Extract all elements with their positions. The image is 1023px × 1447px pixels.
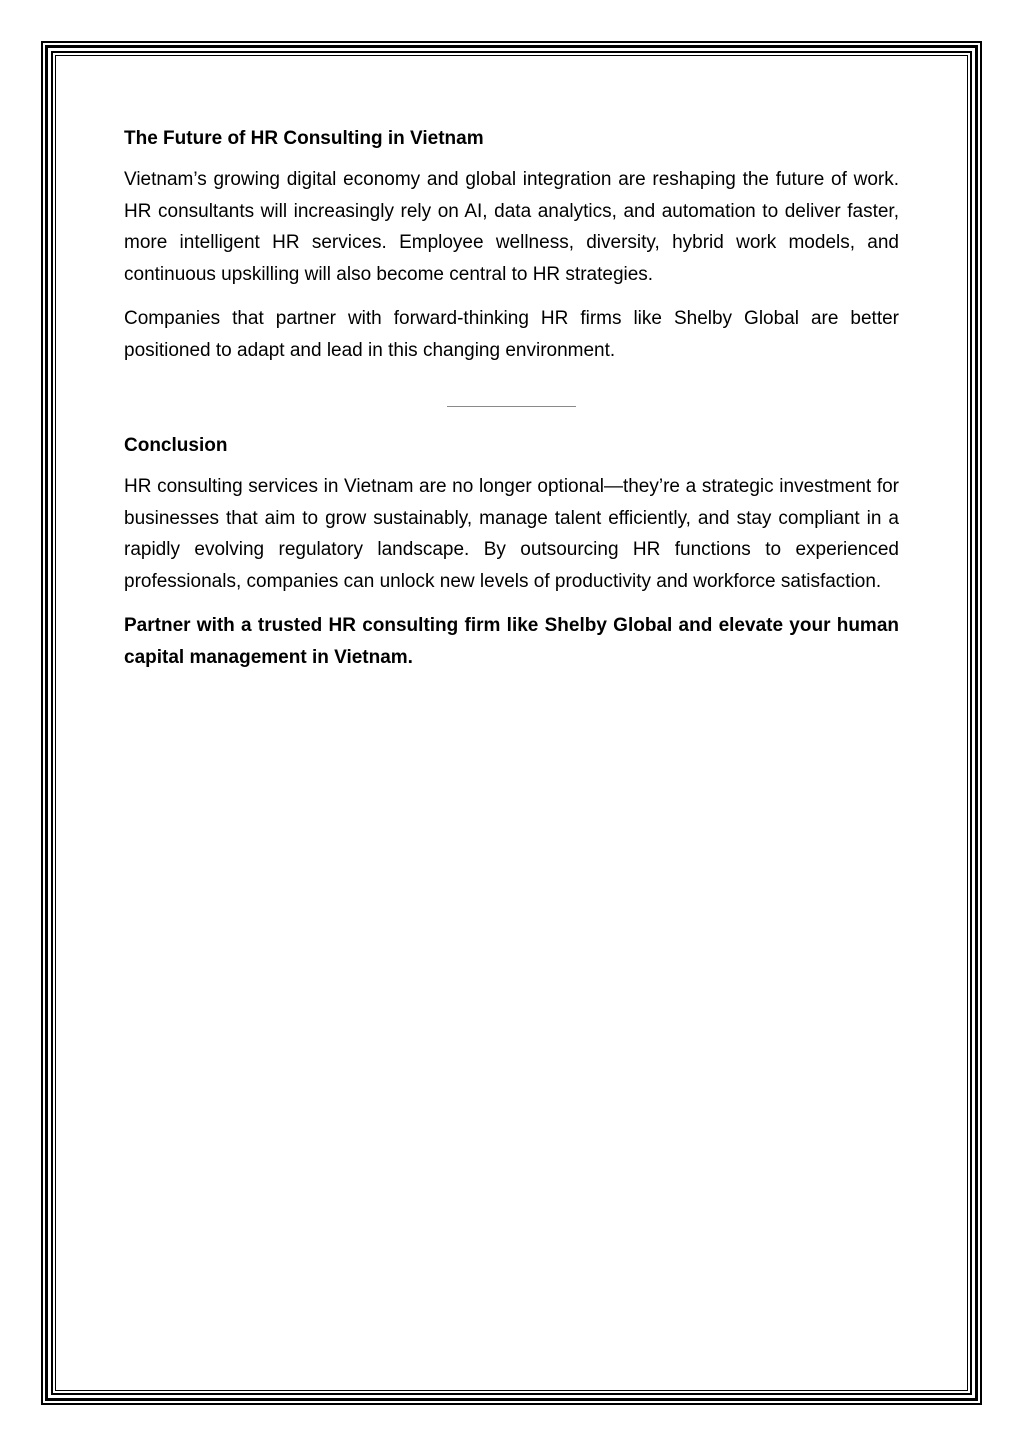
- section-heading-conclusion: Conclusion: [124, 435, 228, 456]
- paragraph-conclusion: HR consulting services in Vietnam are no longer optional—they’re a strategic investment for businesses that aim to grow sustainably, manage talent efficiently, and stay compliant in a rapidly evolving regulatory landscape. By outsourcing HR functions to experienced professionals, companies can unlock new levels of productivity and workforce satisfaction.: [124, 476, 899, 592]
- closing-call-to-action: Partner with a trusted HR consulting firm like Shelby Global and elevate your human capital management in Vietnam.: [124, 615, 899, 668]
- paragraph-partner-firms: Companies that partner with forward-thinking HR firms like Shelby Global are better positioned to adapt and lead in this changing environment.: [124, 308, 899, 361]
- section-divider: [447, 406, 576, 407]
- section-heading-future: The Future of HR Consulting in Vietnam: [124, 128, 484, 149]
- paragraph-future-of-work: Vietnam’s growing digital economy and global integration are reshaping the future of work. HR consultants will increasingly rely on AI, data analytics, and automation to deliver faster, more intelligent HR services. Employee wellness, diversity, hybrid work models, and continuous upskilling will also become central to HR strategies.: [124, 169, 899, 285]
- document-body: [124, 124, 899, 686]
